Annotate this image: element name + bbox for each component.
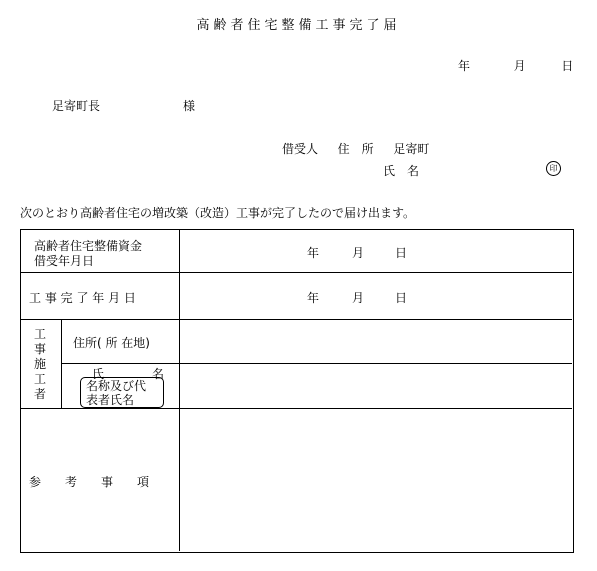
loan-date-label-line2: 借受年月日 [34, 254, 95, 268]
statement-text: 次のとおり高齢者住宅の増改築（改造）工事が完了したので届け出ます。 [20, 206, 416, 220]
applicant-address-label: 住 所 [337, 142, 374, 156]
loan-date-label-line1: 高齢者住宅整備資金 [34, 239, 143, 253]
remarks-label: 参 考 事 項 [29, 475, 150, 489]
seal-mark: 印 [546, 161, 561, 176]
applicant-address-value: 足寄町 [393, 142, 430, 156]
contractor-char: 事 [33, 342, 46, 356]
loan-date-month: 月 [352, 246, 365, 260]
row-divider [21, 408, 572, 409]
date-year: 年 [458, 59, 471, 73]
contractor-char: 工 [33, 327, 46, 341]
completion-date-year: 年 [307, 291, 320, 305]
loan-date-year: 年 [307, 246, 320, 260]
completion-table [20, 229, 574, 553]
completion-date-day: 日 [395, 291, 408, 305]
contractor-label [33, 327, 47, 402]
column-divider [61, 319, 62, 408]
applicant-address-line [282, 140, 429, 157]
loan-date-day: 日 [395, 246, 408, 260]
row-divider [61, 363, 572, 364]
contractor-char: 工 [33, 372, 46, 386]
applicant-name-label: 氏 名 [383, 164, 420, 178]
contractor-name-sub-line1: 名称及び代 [86, 379, 147, 393]
column-divider [179, 230, 180, 551]
submission-date [458, 57, 573, 74]
row-divider [21, 319, 572, 320]
addressee-name: 足寄町長 [52, 99, 101, 113]
contractor-address-label: 住所( 所 在地) [73, 336, 150, 350]
contractor-char: 施 [33, 357, 46, 371]
contractor-name-sub-line2: 表者氏名 [86, 393, 135, 407]
page-title: 高齢者住宅整備工事完了届 [196, 18, 401, 33]
row-divider [21, 272, 572, 273]
completion-date-label: 工 事 完 了 年 月 日 [29, 291, 136, 305]
completion-date-month: 月 [352, 291, 365, 305]
contractor-char: 者 [33, 387, 46, 401]
addressee-honorific: 様 [183, 99, 196, 113]
applicant-role: 借受人 [282, 142, 319, 156]
contractor-name-label: 氏 名 [92, 367, 165, 381]
date-month: 月 [513, 59, 526, 73]
date-day: 日 [561, 59, 574, 73]
